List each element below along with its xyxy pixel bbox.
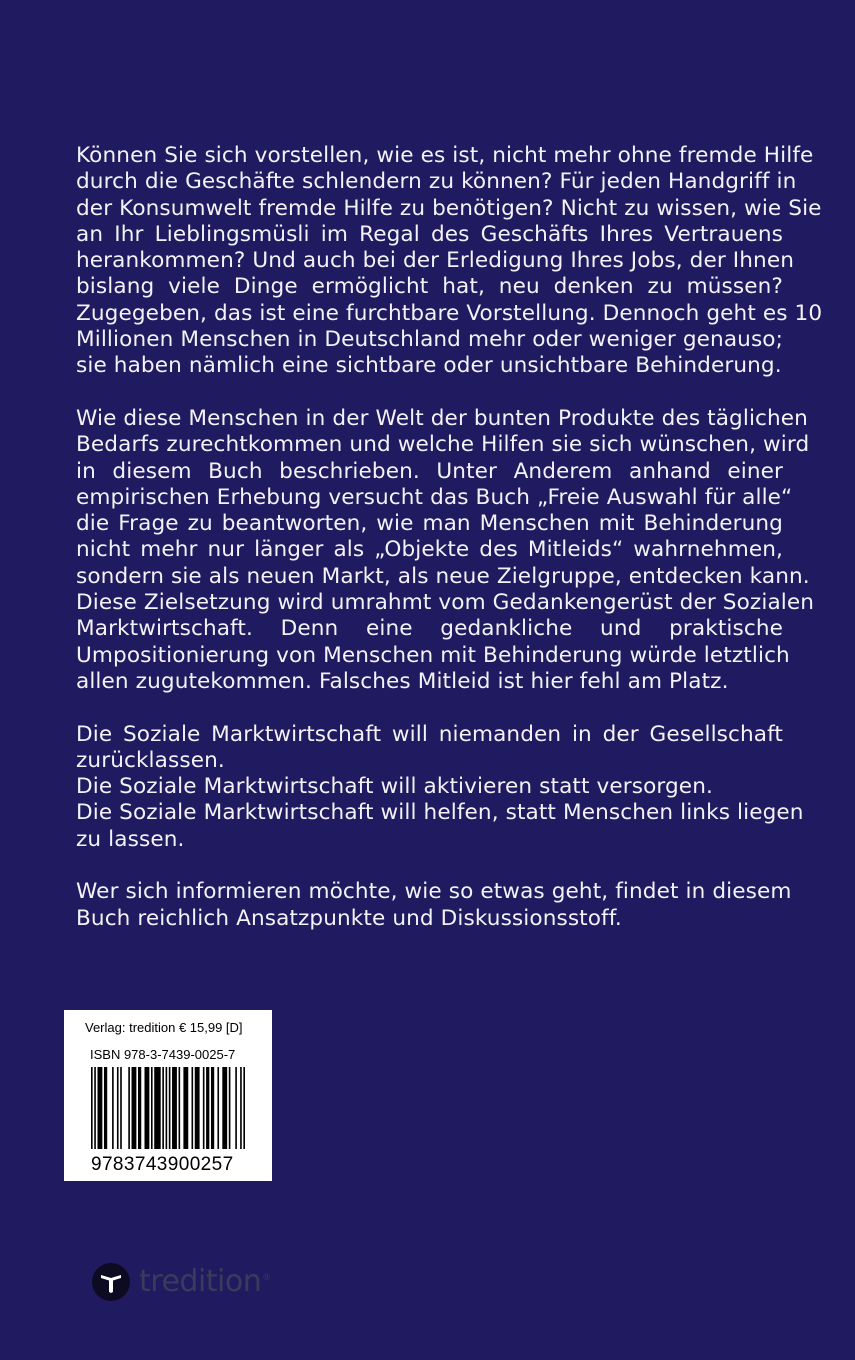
text-line: allen zugutekommen. Falsches Mitleid ist hier fehl am Platz.: [76, 668, 729, 694]
paragraph-3: [76, 721, 804, 853]
text-line: Die Soziale Marktwirtschaft will niemanden in der Gesellschaft: [76, 721, 783, 747]
text-line: sie haben nämlich eine sichtbare oder unsichtbare Behinderung.: [76, 353, 782, 379]
text-line: Umpositionierung von Menschen mit Behinderung würde letztlich: [76, 642, 790, 668]
barcode-bar: [179, 1067, 181, 1149]
text-line: Marktwirtschaft. Denn eine gedankliche und praktische: [76, 616, 783, 642]
barcode-bar: [138, 1067, 141, 1149]
barcode-bar: [206, 1067, 209, 1149]
back-cover-blurb: [76, 143, 823, 932]
barcode-bar: [217, 1067, 219, 1149]
text-line: in diesem Buch beschrieben. Unter Anderem anhand einer: [76, 458, 783, 484]
paragraph-2: [76, 405, 815, 695]
barcode-bar: [240, 1067, 242, 1149]
barcode-bar: [151, 1067, 153, 1149]
barcode-bar: [172, 1067, 177, 1149]
barcode-bar: [211, 1067, 214, 1149]
barcode-image: [91, 1067, 245, 1149]
text-line: empirischen Erhebung versucht das Buch „Freie Auswahl für alle“: [76, 484, 793, 510]
barcode-bar: [222, 1067, 227, 1149]
text-line: Können Sie sich vorstellen, wie es ist, nicht mehr ohne fremde Hilfe: [76, 143, 814, 168]
isbn-text: ISBN 978-3-7439-0025-7: [90, 1047, 236, 1062]
publisher-price-text: Verlag: tredition € 15,99 [D]: [85, 1020, 243, 1035]
barcode-bar: [104, 1067, 107, 1149]
barcode-bar: [169, 1067, 171, 1149]
text-line: Die Soziale Marktwirtschaft will aktivieren statt versorgen.: [76, 774, 713, 800]
tredition-book-icon: [92, 1263, 130, 1301]
barcode-bar: [192, 1067, 194, 1149]
barcode-bar: [154, 1067, 160, 1149]
barcode-bar: [132, 1067, 137, 1149]
text-line: an Ihr Lieblingsmüsli im Regal des Geschäfts Ihres Vertrauens: [76, 221, 783, 247]
paragraph-gap: [76, 380, 783, 406]
barcode-bar: [183, 1067, 188, 1149]
text-line: Bedarfs zurechtkommen und welche Hilfen sie sich wünschen, wird: [76, 432, 810, 458]
barcode-bar: [128, 1067, 130, 1149]
text-line: Die Soziale Marktwirtschaft will helfen, statt Menschen links liegen: [76, 800, 804, 826]
barcode-bar: [166, 1067, 168, 1149]
text-line: Diese Zielsetzung wird umrahmt vom Gedankengerüst der Sozialen: [76, 590, 815, 616]
barcode-bar: [112, 1067, 114, 1149]
text-line: zu lassen.: [76, 826, 185, 852]
paragraph-1: [76, 143, 823, 380]
paragraph-gap: [76, 853, 783, 879]
barcode-number: 9783743900257: [91, 1154, 234, 1175]
barcode-bar: [203, 1067, 205, 1149]
text-line: durch die Geschäfte schlendern zu können? Für jeden Handgriff in: [76, 169, 797, 195]
text-line: Zugegeben, das ist eine furchtbare Vorstellung. Dennoch geht es 10: [76, 300, 823, 326]
barcode-bar: [91, 1067, 93, 1149]
text-line: sondern sie als neuen Markt, als neue Zielgruppe, entdecken kann.: [76, 563, 810, 589]
registered-mark: ®: [262, 1273, 271, 1283]
barcode-bar: [97, 1067, 102, 1149]
text-line: die Frage zu beantworten, wie man Menschen mit Behinderung: [76, 511, 783, 537]
text-line: bislang viele Dinge ermöglicht hat, neu denken zu müssen?: [76, 274, 783, 300]
text-line: herankommen? Und auch bei der Erledigung Ihres Jobs, der Ihnen: [76, 248, 795, 274]
logo-text: tredition: [139, 1264, 262, 1299]
publisher-logo: [92, 1262, 271, 1302]
barcode-bar: [94, 1067, 96, 1149]
text-line: zurücklassen.: [76, 747, 225, 773]
barcode-bar: [144, 1067, 149, 1149]
text-line: der Konsumwelt fremde Hilfe zu benötigen? Nicht zu wissen, wie Sie: [76, 195, 822, 221]
barcode-bar: [229, 1067, 231, 1149]
logo-wordmark: [139, 1262, 271, 1302]
text-line: Buch reichlich Ansatzpunkte und Diskussionsstoff.: [76, 905, 622, 931]
text-line: Wie diese Menschen in der Welt der bunten Produkte des täglichen: [76, 405, 808, 431]
barcode-label: [64, 1010, 272, 1181]
barcode-bar: [117, 1067, 119, 1149]
paragraph-gap: [76, 695, 783, 721]
barcode-bar: [243, 1067, 245, 1149]
text-line: nicht mehr nur länger als „Objekte des Mitleids“ wahrnehmen,: [76, 537, 783, 563]
text-line: Wer sich informieren möchte, wie so etwas geht, findet in diesem: [76, 879, 792, 905]
barcode-bar: [162, 1067, 164, 1149]
barcode-bar: [120, 1067, 122, 1149]
barcode-bar: [235, 1067, 237, 1149]
barcode-bar: [195, 1067, 200, 1149]
text-line: Millionen Menschen in Deutschland mehr oder weniger genauso;: [76, 327, 783, 353]
paragraph-4: [76, 879, 792, 932]
